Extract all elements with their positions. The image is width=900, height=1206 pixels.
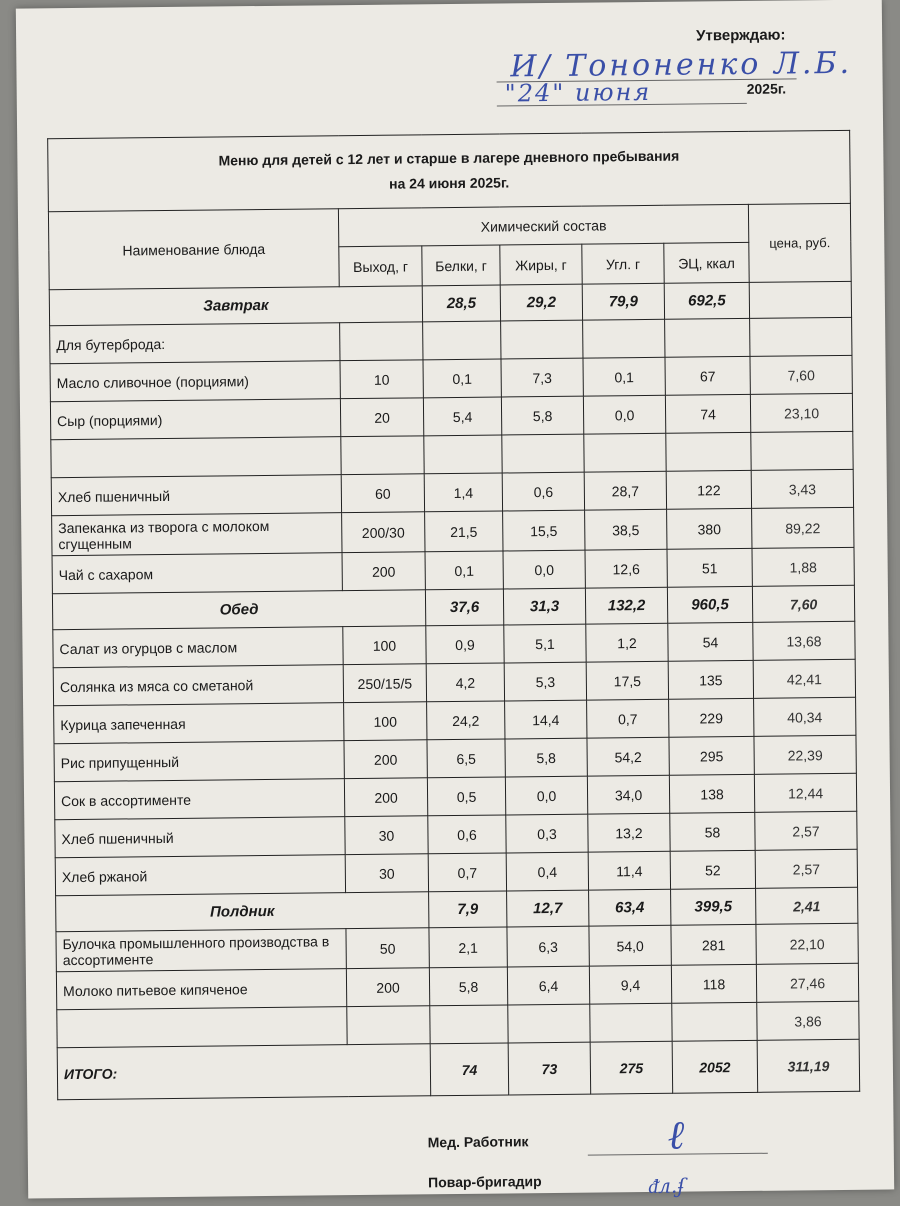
dish-name: Запеканка из творога с молоком сгущенным <box>52 513 342 556</box>
fat-value: 15,5 <box>503 510 585 551</box>
dish-name: Молоко питьевое кипяченое <box>56 969 346 1010</box>
approval-year: 2025г. <box>746 80 787 97</box>
carb-value <box>584 433 666 472</box>
dish-yield: 200/30 <box>342 512 425 553</box>
protein-value: 5,4 <box>423 397 501 436</box>
energy-value: 380 <box>667 508 752 549</box>
energy-value: 399,5 <box>671 888 756 925</box>
energy-value: 281 <box>671 924 756 965</box>
protein-value: 6,5 <box>427 739 505 778</box>
price-value: 22,39 <box>754 735 856 774</box>
protein-value: 0,9 <box>426 625 504 664</box>
protein-value <box>424 435 502 474</box>
carb-value: 63,4 <box>589 889 671 926</box>
cook-label: Повар-бригадир <box>428 1173 542 1191</box>
carb-value: 28,7 <box>584 471 666 510</box>
energy-value: 135 <box>668 660 753 699</box>
approval-signature: И/ Тононенко Л.Б. <box>510 45 853 85</box>
carb-value <box>583 319 665 358</box>
protein-value <box>430 1005 508 1044</box>
energy-value: 54 <box>668 622 753 661</box>
dish-name: Салат из огурцов с маслом <box>53 627 343 668</box>
price-value: 13,68 <box>753 621 855 660</box>
carb-value: 0,7 <box>587 699 669 738</box>
dish-name: Чай с сахаром <box>52 553 342 594</box>
title-row <box>48 130 851 211</box>
col-price-header: цена, руб. <box>748 203 851 282</box>
energy-value: 52 <box>670 850 755 889</box>
fat-value: 6,3 <box>507 926 589 967</box>
protein-value: 0,7 <box>428 853 506 892</box>
dish-name: Для бутерброда: <box>50 323 340 364</box>
col-yield-header: Выход, г <box>339 246 422 287</box>
energy-value: 295 <box>669 736 754 775</box>
energy-value <box>665 318 750 357</box>
fat-value: 0,0 <box>505 776 587 815</box>
price-value: 22,10 <box>756 923 858 964</box>
energy-value: 138 <box>669 774 754 813</box>
fat-value <box>508 1004 590 1043</box>
fat-value: 29,2 <box>500 284 582 321</box>
carb-value: 79,9 <box>582 283 664 320</box>
carb-value: 17,5 <box>586 661 668 700</box>
dish-yield: 50 <box>346 928 429 969</box>
fat-value <box>501 320 583 359</box>
col-fat-header: Жиры, г <box>500 244 582 285</box>
fat-value: 31,3 <box>503 588 585 625</box>
menu-title <box>48 130 851 211</box>
dish-yield <box>340 322 423 361</box>
fat-value: 0,3 <box>506 814 588 853</box>
section-name: Полдник <box>56 892 429 932</box>
carb-value: 13,2 <box>588 813 670 852</box>
dish-name <box>51 437 341 478</box>
price-value: 3,43 <box>751 469 853 508</box>
dish-name: Хлеб пшеничный <box>51 475 341 516</box>
dish-name: Булочка промышленного производства в ассортименте <box>56 929 346 972</box>
col-energy-header: ЭЦ, ккал <box>664 242 749 283</box>
energy-value <box>672 1002 757 1041</box>
carb-value: 0,1 <box>583 357 665 396</box>
carb-value <box>590 1003 672 1042</box>
total-energy: 2052 <box>672 1040 758 1093</box>
energy-value: 960,5 <box>667 586 752 623</box>
energy-value: 692,5 <box>664 282 749 319</box>
carb-value: 9,4 <box>589 965 671 1004</box>
dish-name: Хлеб пшеничный <box>55 817 345 858</box>
menu-title-line2: на 24 июня 2025г. <box>389 174 510 192</box>
fat-value: 5,8 <box>501 396 583 435</box>
protein-value: 37,6 <box>425 589 503 626</box>
energy-value <box>666 432 751 471</box>
energy-value: 122 <box>666 470 751 509</box>
section-name: Обед <box>52 590 425 630</box>
price-value: 12,44 <box>754 773 856 812</box>
price-value: 40,34 <box>754 697 856 736</box>
protein-value: 24,2 <box>427 701 505 740</box>
price-value: 7,60 <box>750 355 852 394</box>
dish-name: Масло сливочное (порциями) <box>50 361 340 402</box>
protein-value: 1,4 <box>424 473 502 512</box>
price-value <box>750 317 852 356</box>
carb-value: 0,0 <box>583 395 665 434</box>
carb-value: 38,5 <box>585 509 667 550</box>
total-label: ИТОГО: <box>57 1044 431 1100</box>
dish-name: Сок в ассортименте <box>54 779 344 820</box>
med-worker-signature: ℓ <box>667 1112 685 1159</box>
price-value: 27,46 <box>756 963 858 1002</box>
col-protein-header: Белки, г <box>422 245 500 286</box>
fat-value <box>502 434 584 473</box>
protein-value: 4,2 <box>426 663 504 702</box>
dish-yield: 10 <box>340 360 423 399</box>
col-name-header: Наименование блюда <box>48 209 339 290</box>
carb-value: 54,0 <box>589 925 671 966</box>
med-worker-label: Мед. Работник <box>427 1133 529 1151</box>
price-value <box>751 431 853 470</box>
fat-value: 6,4 <box>507 966 589 1005</box>
protein-value: 5,8 <box>429 967 507 1006</box>
dish-yield: 30 <box>345 854 428 893</box>
fat-value: 0,4 <box>506 852 588 891</box>
energy-value: 51 <box>667 548 752 587</box>
carb-value: 132,2 <box>585 587 667 624</box>
price-value: 42,41 <box>753 659 855 698</box>
fat-value: 5,1 <box>504 624 586 663</box>
carb-value: 11,4 <box>588 851 670 890</box>
protein-value: 0,1 <box>423 359 501 398</box>
dish-name: Рис припущенный <box>54 741 344 782</box>
dish-name <box>57 1007 347 1048</box>
price-value: 23,10 <box>750 393 852 432</box>
price-value: 1,88 <box>752 547 854 586</box>
price-value: 2,57 <box>755 811 857 850</box>
fat-value: 7,3 <box>501 358 583 397</box>
protein-value: 2,1 <box>429 927 507 968</box>
dish-yield: 200 <box>342 552 425 591</box>
fat-value: 0,0 <box>503 550 585 589</box>
total-row <box>57 1039 860 1099</box>
dish-name: Солянка из мяса со сметаной <box>53 665 343 706</box>
dish-yield <box>347 1006 430 1045</box>
carb-value: 34,0 <box>587 775 669 814</box>
approval-date: "24" июня <box>504 77 652 108</box>
price-value: 89,22 <box>752 507 854 548</box>
protein-value: 7,9 <box>429 891 507 928</box>
dish-yield: 200 <box>346 968 429 1007</box>
protein-value: 21,5 <box>425 511 503 552</box>
dish-yield: 250/15/5 <box>343 664 426 703</box>
dish-yield: 100 <box>344 702 427 741</box>
approval-title: Утверждаю: <box>696 26 786 45</box>
dish-yield: 20 <box>340 398 423 437</box>
dish-yield: 200 <box>344 778 427 817</box>
dish-yield: 200 <box>344 740 427 779</box>
carb-value: 1,2 <box>586 623 668 662</box>
dish-name: Сыр (порциями) <box>50 399 340 440</box>
protein-value: 0,5 <box>427 777 505 816</box>
price-value: 2,57 <box>755 849 857 888</box>
protein-value: 28,5 <box>422 285 500 322</box>
col-carb-header: Угл. г <box>582 243 664 284</box>
menu-document <box>16 0 894 1199</box>
dish-name: Хлеб ржаной <box>55 855 345 896</box>
dish-name: Курица запеченная <box>54 703 344 744</box>
total-fat: 73 <box>508 1042 591 1095</box>
fat-value: 0,6 <box>502 472 584 511</box>
carb-value: 54,2 <box>587 737 669 776</box>
price-value <box>749 281 851 318</box>
carb-value: 12,6 <box>585 549 667 588</box>
fat-value: 5,3 <box>504 662 586 701</box>
dish-yield: 30 <box>345 816 428 855</box>
total-price: 311,19 <box>757 1039 860 1092</box>
price-value: 7,60 <box>752 585 854 622</box>
energy-value: 229 <box>669 698 754 737</box>
menu-table <box>47 130 860 1100</box>
cook-signature: ᵭл.ʄ <box>648 1173 685 1199</box>
section-name: Завтрак <box>49 286 422 326</box>
col-chem-header: Химический состав <box>338 204 748 246</box>
total-carb: 275 <box>590 1041 673 1094</box>
protein-value: 0,6 <box>428 815 506 854</box>
protein-value: 0,1 <box>425 551 503 590</box>
energy-value: 67 <box>665 356 750 395</box>
fat-value: 14,4 <box>505 700 587 739</box>
energy-value: 118 <box>671 964 756 1003</box>
menu-title-line1: Меню для детей с 12 лет и старше в лагере дневного пребывания <box>218 147 680 169</box>
fat-value: 5,8 <box>505 738 587 777</box>
total-protein: 74 <box>430 1043 509 1096</box>
fat-value: 12,7 <box>507 890 589 927</box>
dish-yield: 100 <box>343 626 426 665</box>
energy-value: 58 <box>670 812 755 851</box>
energy-value: 74 <box>665 394 750 433</box>
price-value: 3,86 <box>757 1001 859 1040</box>
protein-value <box>423 321 501 360</box>
dish-yield: 60 <box>341 474 424 513</box>
dish-yield <box>341 436 424 475</box>
price-value: 2,41 <box>756 887 858 924</box>
